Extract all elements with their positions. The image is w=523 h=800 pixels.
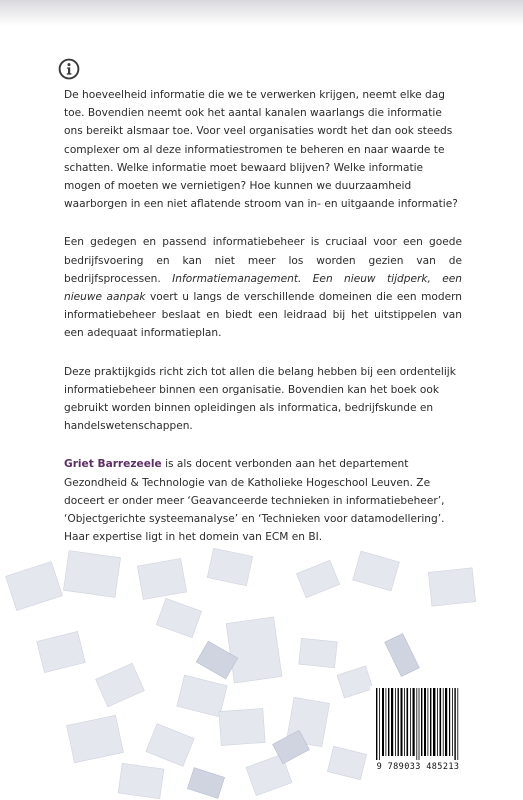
paragraph-book-text-1: Een gedegen en passend informatiebeheer is cruciaal voor een goede bedrijfsvoering en kan niet meer los worden gezien van de bedrijfsprocessen. [64, 236, 462, 285]
paper [137, 558, 186, 599]
author-name: Griet Barrezeele [64, 458, 162, 471]
top-fade [0, 0, 523, 26]
paper [207, 548, 252, 586]
paper [353, 551, 400, 591]
paper [37, 631, 85, 672]
paper [118, 763, 164, 799]
paper [156, 598, 201, 637]
paper [177, 675, 227, 717]
book-title: Informatiemanagement. Een nieuw tijdperk, een nieuwe aanpak [64, 272, 462, 304]
barcode-digits: 9 789033 485213 [376, 762, 460, 772]
paper [327, 746, 366, 779]
paper [428, 568, 475, 606]
paper [337, 666, 373, 698]
blurb-text [64, 86, 462, 566]
paragraph-book-text-2: voert u langs de verschillende domeinen die een modern informatiebeheer beslaat en biedt een leidraad bij het uitstippelen van een adequaat informatieplan. [64, 291, 462, 340]
paper [96, 663, 145, 707]
paragraph-author [64, 455, 462, 546]
paper [226, 617, 282, 683]
paper [67, 715, 124, 763]
paragraph-book [64, 233, 462, 342]
author-bio: is als docent verbonden aan het departement Gezondheid & Technologie van de Katholieke Hogeschool Leuven. Ze doceert er onder meer ‘Geavanceerde technieken in informatiebeheer’, ‘Objectgerichte systeemanalyse’ en ‘Technieken voor datamodellering’. Haar expertise ligt in het domein van ECM en BI. [64, 458, 445, 544]
paper [187, 768, 224, 799]
paper [219, 709, 265, 746]
barcode-bars [370, 686, 466, 760]
paper [6, 561, 63, 610]
paragraph-intro: De hoeveelheid informatie die we te verwerken krijgen, neemt elke dag toe. Bovendien neemt ook het aantal kanalen waarlangs die informatie ons bereikt alsmaar toe. Voor veel organisaties wordt het dan ook steeds complexer om al deze informatiestromen te beheren en naar waarde te schatten. Welke informatie moet bewaard blijven? Welke informatie mogen of moeten we vernietigen? Hoe kunnen we duurzaamheid waarborgen in een niet aflatende stroom van in- en uitgaande informatie? [64, 89, 458, 211]
paper [385, 634, 420, 677]
barcode [370, 686, 466, 778]
paragraph-audience: Deze praktijkgids richt zich tot allen die belang hebben bij een ordentelijk informatiebeheer binnen een organisatie. Bovendien kan het boek ook gebruikt worden binnen opleidingen als informatica, bedrijfskunde en handelswetenschappen. [64, 365, 456, 433]
info-icon [58, 58, 80, 80]
paper [146, 724, 194, 767]
paper [296, 560, 339, 598]
paper [299, 638, 338, 668]
paper [63, 551, 120, 598]
